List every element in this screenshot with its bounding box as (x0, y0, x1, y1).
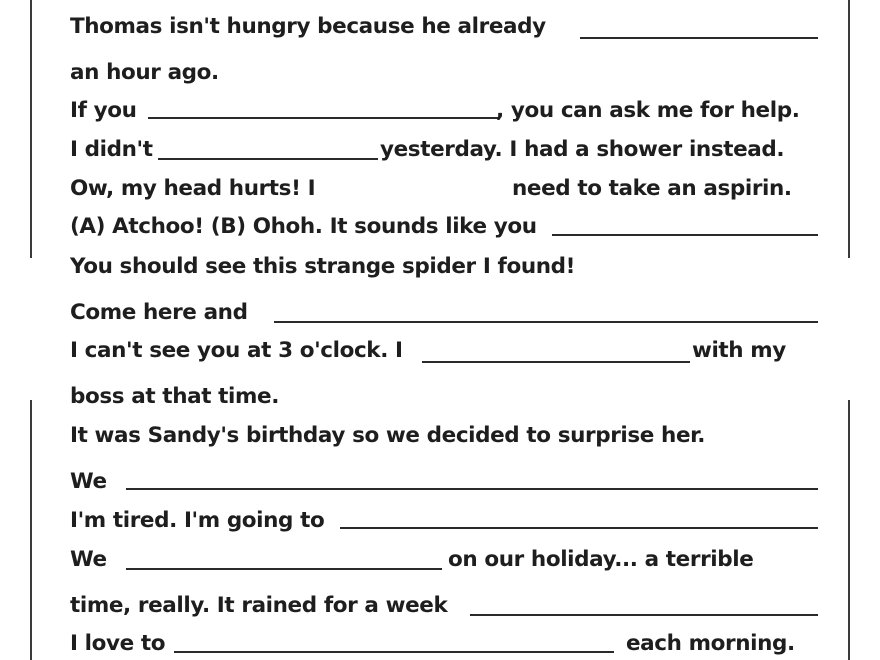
sentence-4-end: need to take an aspirin. (512, 176, 792, 201)
sentence-4-start: Ow, my head hurts! I (70, 176, 316, 201)
answer-blank-10b[interactable] (470, 614, 818, 616)
sentence-1-start: Thomas isn't hungry because he already (70, 14, 546, 39)
answer-blank-5[interactable] (552, 234, 818, 236)
answer-blank-8[interactable] (126, 488, 818, 490)
right-border-top (848, 0, 850, 258)
sentence-2-end: , you can ask me for help. (496, 98, 800, 123)
sentence-10-mid: on our holiday... a terrible (448, 547, 754, 572)
sentence-5-start: (A) Atchoo! (B) Ohoh. It sounds like you (70, 214, 537, 239)
sentence-6-end: Come here and (70, 300, 248, 325)
sentence-7-start: I can't see you at 3 o'clock. I (70, 338, 403, 363)
answer-blank-7[interactable] (422, 361, 690, 363)
answer-blank-3[interactable] (158, 158, 378, 160)
answer-blank-6[interactable] (274, 321, 818, 323)
sentence-2-start: If you (70, 98, 137, 123)
answer-blank-10[interactable] (126, 568, 442, 570)
left-border-bottom (30, 400, 32, 660)
sentence-1-end: an hour ago. (70, 60, 219, 85)
sentence-10-start: We (70, 547, 107, 572)
left-border-top (30, 0, 32, 258)
sentence-3-end: yesterday. I had a shower instead. (380, 137, 785, 162)
sentence-11-end: each morning. (626, 631, 795, 656)
right-border-bottom (848, 400, 850, 660)
answer-blank-2[interactable] (148, 117, 498, 119)
sentence-8-end: We (70, 469, 107, 494)
sentence-7-mid: with my (692, 338, 786, 363)
sentence-7-end: boss at that time. (70, 384, 279, 409)
answer-blank-1[interactable] (580, 37, 818, 39)
answer-blank-9[interactable] (340, 527, 818, 529)
sentence-3-start: I didn't (70, 137, 153, 162)
sentence-11-start: I love to (70, 631, 166, 656)
sentence-9-start: I'm tired. I'm going to (70, 508, 325, 533)
answer-blank-11[interactable] (174, 651, 614, 653)
sentence-8-start: It was Sandy's birthday so we decided to surprise her. (70, 423, 706, 448)
sentence-6-start: You should see this strange spider I found! (70, 254, 576, 279)
sentence-10-end: time, really. It rained for a week (70, 593, 448, 618)
